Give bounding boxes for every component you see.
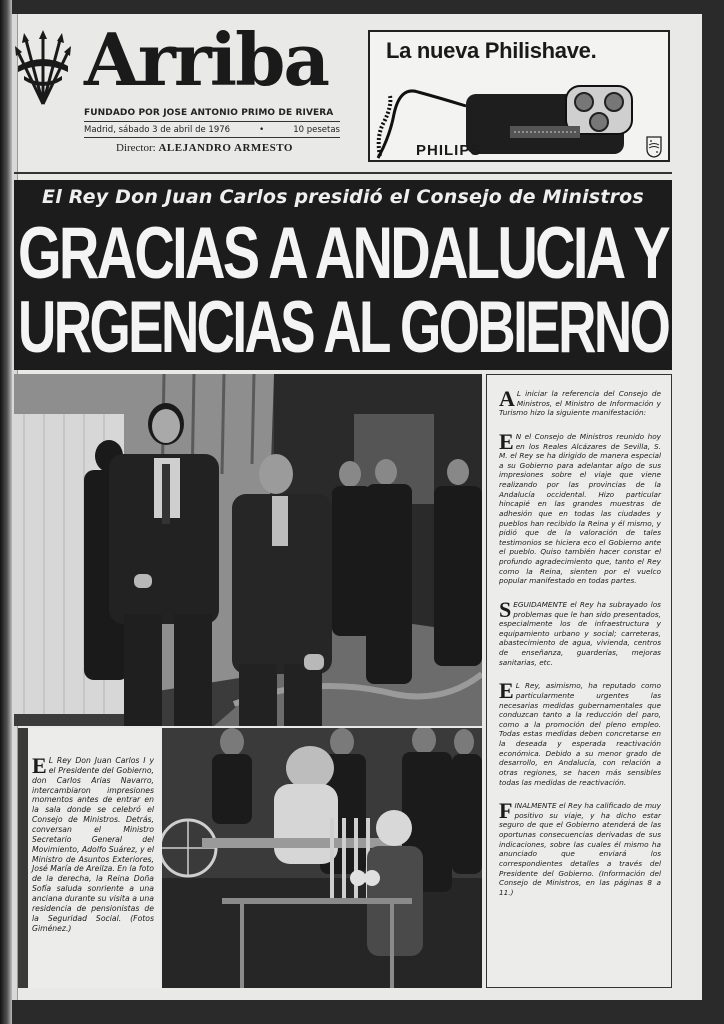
ad-slogan: La nueva Philishave. xyxy=(386,38,597,63)
photo-king-and-prime-minister xyxy=(14,374,482,726)
headline-line-2: URGENCIAS AL GOBIERNO xyxy=(18,287,669,369)
drop-cap: E xyxy=(32,753,47,778)
issue-price: 10 pesetas xyxy=(293,125,340,135)
article-paragraph: SEGUIDAMENTE el Rey ha subrayado los problemas que le han sido presentados, especialmente los de infraestructura y equipamiento urbano y social; carreteras, abastecimiento de agua, vivienda, centros de enseñanza, guarderías, mejoras sanitarias, etc. xyxy=(499,596,661,667)
director-label: Director: xyxy=(116,142,156,154)
headline-rule xyxy=(14,172,672,174)
drop-cap: S xyxy=(499,596,512,622)
headline-line-1: GRACIAS A ANDALUCIA Y xyxy=(18,213,668,295)
headline-kicker: El Rey Don Juan Carlos presidió el Consejo de Ministros xyxy=(42,186,644,208)
photo-caption xyxy=(28,728,160,988)
photo-queen-sofia-greeting xyxy=(162,728,482,988)
masthead-director xyxy=(116,142,293,154)
electric-shaver-illustration-icon xyxy=(370,66,668,162)
caption-text: L Rey Don Juan Carlos I y el Presidente del Gobierno, don Carlos Arias Navarro, intercambiaron impresiones momentos antes de entrar en la sala donde se celebró el Consejo de Ministros. Detrás, conversan el Ministro Secretario General del Movimiento, Adolfo Suárez, y el Ministro de Asuntos Exteriores, José María de Areilza. En la foto de la derecha, la Reina Doña Sofía saluda sonriente a una anciana durante su visita a una residencia de pensionistas de la Seguridad Social. (Fotos Giménez.) xyxy=(32,756,154,933)
article-paragraph: A L iniciar la referencia del Consejo de Ministros, el Ministro de Información y Turismo hizo la siguiente manifestación: xyxy=(499,386,661,418)
headline-block xyxy=(14,180,672,370)
drop-cap: E xyxy=(499,678,514,704)
director-name: ALEJANDRO ARMESTO xyxy=(158,142,293,154)
article-paragraph: E L Rey, asimismo, ha reputado como particularmente urgentes las necesarias medidas gubernamentales que conduzcan tanto a la reducción del paro, como a la promoción del pleno empleo. Todas estas medidas deben concretarse en la deseada y esperada reactivación económica. Debido a su menor grado de desarrollo, en Andalucía, con relación a otras regiones, se hacen más sensibles todas las medidas de reactivación. xyxy=(499,678,661,787)
drop-cap: F xyxy=(499,798,513,824)
article-paragraph: E N el Consejo de Ministros reunido hoy en los Reales Alcázares de Sevilla, S. M. el Rey se ha dirigido de manera especial a su Gobierno para adelantar algo de sus impresiones sobre el viaje que viene realizando por las provincias de la Andalucía occidental. Hizo particular hincapié en las grandes muestras de adhesión que en todas las ciudades y pueblos han recibido la Reina y él mismo, y pidió que de la valoración de tales testimonios se hiciera eco el Gobierno ante el pueblo. Quiso también hacer constar el profundo agradecimiento que, tanto el Rey como la Reina, sienten por el vuelco popular manifestado en todas partes. xyxy=(499,428,661,586)
philishave-advertisement xyxy=(368,30,670,162)
page-binding xyxy=(0,0,12,1024)
dateline-bullet: • xyxy=(259,125,265,135)
masthead-founded-line: FUNDADO POR JOSE ANTONIO PRIMO DE RIVERA xyxy=(84,108,340,122)
masthead-dateline xyxy=(84,125,340,138)
drop-cap: E xyxy=(499,428,514,454)
issue-date: Madrid, sábado 3 de abril de 1976 xyxy=(84,125,231,135)
philips-shield-icon xyxy=(646,136,662,158)
council-of-ministers-article xyxy=(486,374,672,988)
masthead-title: Arriba xyxy=(84,17,329,102)
yoke-and-arrows-emblem-icon xyxy=(14,30,72,106)
article-paragraph: FINALMENTE el Rey ha calificado de muy positivo su viaje, y ha dicho estar seguro de que el Gobierno atenderá de las oportunas consecuencias derivadas de sus indicaciones, sobre las cuales él mismo ha anunciado que enviará los correspondientes detalles a través del Presidente del Gobierno. (Información del Consejo de Ministros, en las páginas 8 a 11.) xyxy=(499,798,661,897)
ad-brand: PHILIPS xyxy=(416,142,482,159)
drop-cap: A xyxy=(499,386,515,411)
caption-left-bar xyxy=(18,728,28,988)
